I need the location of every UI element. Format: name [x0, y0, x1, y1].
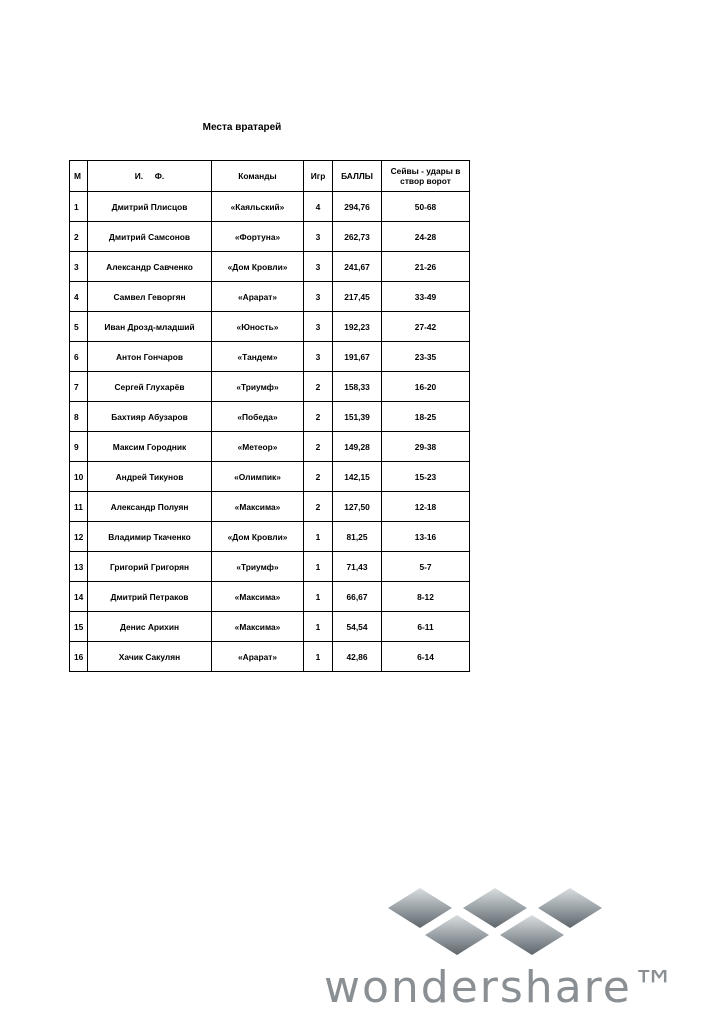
header-team: Команды [212, 161, 304, 192]
table-row [70, 372, 470, 402]
cell-place: 4 [70, 282, 88, 312]
cell-player-name: Дмитрий Плисцов [88, 192, 212, 222]
cell-points: 81,25 [333, 522, 382, 552]
page-title: Места вратарей [202, 122, 282, 133]
cell-team: «Юность» [212, 312, 304, 342]
cell-place: 6 [70, 342, 88, 372]
cell-points: 149,28 [333, 432, 382, 462]
cell-games: 3 [304, 282, 333, 312]
cell-games: 1 [304, 642, 333, 672]
cell-points: 66,67 [333, 582, 382, 612]
cell-place: 12 [70, 522, 88, 552]
table-row [70, 582, 470, 612]
cell-place: 5 [70, 312, 88, 342]
cell-games: 4 [304, 192, 333, 222]
cell-saves-shots: 29-38 [382, 432, 470, 462]
table-row [70, 552, 470, 582]
cell-points: 217,45 [333, 282, 382, 312]
cell-player-name: Сергей Глухарёв [88, 372, 212, 402]
table-row [70, 462, 470, 492]
cell-saves-shots: 8-12 [382, 582, 470, 612]
cell-games: 1 [304, 612, 333, 642]
cell-points: 127,50 [333, 492, 382, 522]
header-saves: Сейвы - удары в створ ворот [382, 161, 470, 192]
cell-place: 3 [70, 252, 88, 282]
cell-games: 3 [304, 222, 333, 252]
cell-games: 3 [304, 312, 333, 342]
cell-team: «Метеор» [212, 432, 304, 462]
cell-saves-shots: 18-25 [382, 402, 470, 432]
cell-saves-shots: 33-49 [382, 282, 470, 312]
table-header-row [70, 161, 470, 192]
cell-team: «Максима» [212, 612, 304, 642]
cell-saves-shots: 15-23 [382, 462, 470, 492]
cell-place: 8 [70, 402, 88, 432]
cell-place: 1 [70, 192, 88, 222]
cell-games: 1 [304, 552, 333, 582]
table-row [70, 342, 470, 372]
cell-team: «Каяльский» [212, 192, 304, 222]
cell-place: 11 [70, 492, 88, 522]
cell-player-name: Денис Арихин [88, 612, 212, 642]
cell-points: 151,39 [333, 402, 382, 432]
cell-saves-shots: 12-18 [382, 492, 470, 522]
cell-team: «Дом Кровли» [212, 522, 304, 552]
cell-points: 142,15 [333, 462, 382, 492]
cell-place: 13 [70, 552, 88, 582]
cell-saves-shots: 5-7 [382, 552, 470, 582]
cell-points: 294,76 [333, 192, 382, 222]
cell-saves-shots: 50-68 [382, 192, 470, 222]
cell-player-name: Александр Савченко [88, 252, 212, 282]
cell-player-name: Александр Полуян [88, 492, 212, 522]
table-row [70, 612, 470, 642]
header-place: М [70, 161, 88, 192]
cell-points: 191,67 [333, 342, 382, 372]
cell-team: «Тандем» [212, 342, 304, 372]
cell-place: 9 [70, 432, 88, 462]
header-points: БАЛЛЫ [333, 161, 382, 192]
cell-games: 1 [304, 522, 333, 552]
cell-team: «Триумф» [212, 372, 304, 402]
cell-player-name: Хачик Сакулян [88, 642, 212, 672]
cell-place: 15 [70, 612, 88, 642]
cell-points: 241,67 [333, 252, 382, 282]
cell-saves-shots: 13-16 [382, 522, 470, 552]
header-name: И. Ф. [88, 161, 212, 192]
table-row [70, 312, 470, 342]
cell-player-name: Дмитрий Самсонов [88, 222, 212, 252]
cell-team: «Арарат» [212, 642, 304, 672]
cell-team: «Олимпик» [212, 462, 304, 492]
cell-games: 2 [304, 462, 333, 492]
header-games: Игр [304, 161, 333, 192]
goalkeeper-standings-table [69, 160, 470, 672]
cell-team: «Триумф» [212, 552, 304, 582]
cell-saves-shots: 6-14 [382, 642, 470, 672]
cell-saves-shots: 23-35 [382, 342, 470, 372]
table-row [70, 402, 470, 432]
cell-points: 192,23 [333, 312, 382, 342]
cell-points: 158,33 [333, 372, 382, 402]
cell-saves-shots: 16-20 [382, 372, 470, 402]
cell-points: 42,86 [333, 642, 382, 672]
cell-games: 1 [304, 582, 333, 612]
table-row [70, 282, 470, 312]
table-row [70, 492, 470, 522]
cell-place: 2 [70, 222, 88, 252]
cell-player-name: Бахтияр Абузаров [88, 402, 212, 432]
table-row [70, 252, 470, 282]
cell-team: «Максима» [212, 582, 304, 612]
cell-player-name: Григорий Григорян [88, 552, 212, 582]
cell-games: 2 [304, 432, 333, 462]
cell-points: 54,54 [333, 612, 382, 642]
cell-games: 2 [304, 492, 333, 522]
cell-saves-shots: 27-42 [382, 312, 470, 342]
cell-team: «Арарат» [212, 282, 304, 312]
cell-saves-shots: 21-26 [382, 252, 470, 282]
table-row [70, 642, 470, 672]
cell-games: 2 [304, 402, 333, 432]
cell-games: 3 [304, 342, 333, 372]
cell-player-name: Владимир Ткаченко [88, 522, 212, 552]
table-row [70, 192, 470, 222]
cell-saves-shots: 24-28 [382, 222, 470, 252]
cell-player-name: Андрей Тикунов [88, 462, 212, 492]
wondershare-watermark-text: wondershare™ [324, 962, 678, 1013]
cell-team: «Дом Кровли» [212, 252, 304, 282]
cell-player-name: Иван Дрозд-младший [88, 312, 212, 342]
table-row [70, 222, 470, 252]
cell-points: 71,43 [333, 552, 382, 582]
cell-games: 2 [304, 372, 333, 402]
cell-team: «Максима» [212, 492, 304, 522]
cell-player-name: Антон Гончаров [88, 342, 212, 372]
table-row [70, 522, 470, 552]
cell-player-name: Дмитрий Петраков [88, 582, 212, 612]
cell-team: «Фортуна» [212, 222, 304, 252]
cell-team: «Победа» [212, 402, 304, 432]
cell-points: 262,73 [333, 222, 382, 252]
cell-place: 7 [70, 372, 88, 402]
cell-place: 14 [70, 582, 88, 612]
cell-player-name: Максим Городник [88, 432, 212, 462]
cell-saves-shots: 6-11 [382, 612, 470, 642]
cell-games: 3 [304, 252, 333, 282]
table-row [70, 432, 470, 462]
cell-player-name: Самвел Геворгян [88, 282, 212, 312]
cell-place: 10 [70, 462, 88, 492]
cell-place: 16 [70, 642, 88, 672]
